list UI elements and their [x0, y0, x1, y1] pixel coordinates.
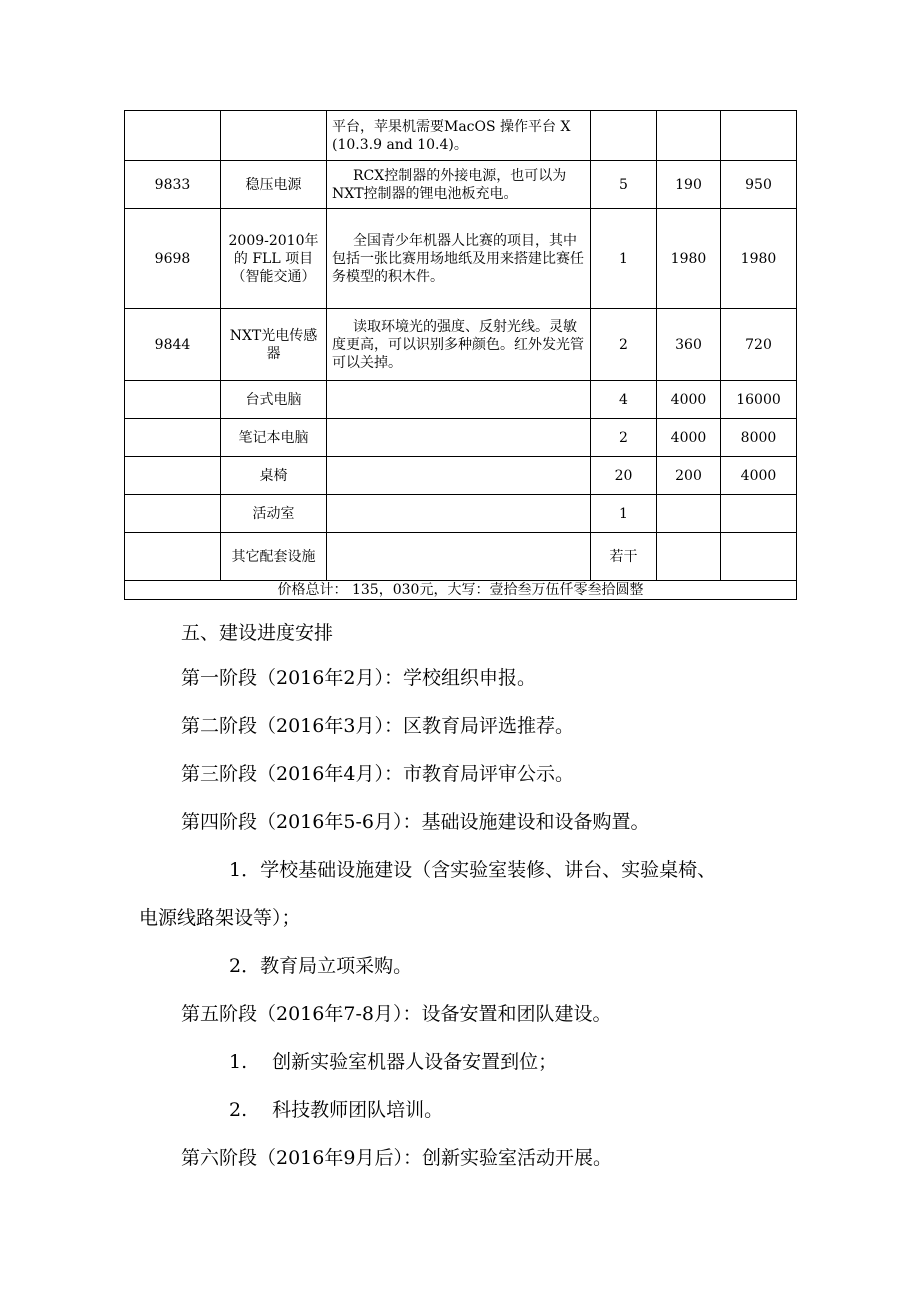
item-price-cell: [657, 457, 721, 495]
item-price-cell: [657, 533, 721, 581]
item-id-cell: [125, 495, 221, 533]
item-price-cell: [657, 309, 721, 381]
item-qty-text: 1: [619, 505, 628, 522]
item-total-cell: [721, 495, 797, 533]
item-qty-text: 1: [619, 250, 628, 267]
item-name-text: 其它配套设施: [231, 548, 316, 565]
item-total-text: 16000: [736, 391, 781, 408]
item-price-cell: [657, 495, 721, 533]
item-desc-cell: [327, 209, 591, 309]
item-qty-cell: [591, 111, 657, 161]
item-price-text: 190: [675, 176, 702, 193]
table-row: [125, 419, 797, 457]
item-price-text: 360: [675, 336, 702, 353]
item-id-cell: [125, 309, 221, 381]
item-total-cell: [721, 161, 797, 209]
item-desc-cell: [327, 309, 591, 381]
table-row: [125, 209, 797, 309]
item-total-cell: [721, 419, 797, 457]
item-id-cell: [125, 161, 221, 209]
item-total-cell: [721, 381, 797, 419]
item-qty-cell: [591, 161, 657, 209]
item-qty-cell: [591, 209, 657, 309]
item-id-cell: [125, 209, 221, 309]
item-id-text: 9698: [154, 250, 191, 267]
item-desc-text: 读取环境光的强度、反射光线。灵敏度更高，可以识别多种颜色。红外发光管可以关掉。: [332, 318, 584, 371]
schedule-paragraph: 1．学校基础设施建设（含实验室装修、讲台、实验桌椅、: [229, 859, 717, 881]
schedule-paragraph: 第三阶段（2016年4月）：市教育局评审公示。: [181, 763, 574, 785]
item-qty-cell: [591, 309, 657, 381]
item-name-cell: [221, 111, 327, 161]
table-row: [125, 381, 797, 419]
item-total-text: 8000: [740, 429, 777, 446]
schedule-paragraph: 电源线路架设等）；: [139, 907, 301, 929]
item-id-cell: [125, 419, 221, 457]
item-price-cell: [657, 419, 721, 457]
item-qty-cell: [591, 457, 657, 495]
item-price-cell: [657, 111, 721, 161]
item-qty-text: 若干: [609, 548, 638, 565]
item-price-cell: [657, 381, 721, 419]
item-name-text: 笔记本电脑: [238, 429, 309, 446]
table-row: [125, 533, 797, 581]
item-name-cell: [221, 533, 327, 581]
item-total-text: 4000: [740, 467, 777, 484]
schedule-paragraph: 第五阶段（2016年7-8月）：设备安置和团队建设。: [181, 1003, 612, 1025]
item-id-text: 9844: [154, 336, 191, 353]
item-name-cell: [221, 309, 327, 381]
schedule-paragraph: 第六阶段（2016年9月后）：创新实验室活动开展。: [181, 1147, 612, 1169]
schedule-paragraph: 第二阶段（2016年3月）：区教育局评选推荐。: [181, 715, 574, 737]
schedule-paragraph: 2. 科技教师团队培训。: [229, 1099, 444, 1121]
item-qty-cell: [591, 533, 657, 581]
item-id-cell: [125, 533, 221, 581]
item-name-text: 2009-2010年的 FLL 项目（智能交通）: [228, 232, 319, 285]
item-desc-cell: [327, 381, 591, 419]
item-name-cell: [221, 381, 327, 419]
item-desc-text: RCX控制器的外接电源，也可以为NXT控制器的锂电池板充电。: [332, 167, 567, 202]
item-name-cell: [221, 457, 327, 495]
item-desc-cell: [327, 161, 591, 209]
item-name-cell: [221, 209, 327, 309]
item-name-text: 稳压电源: [245, 176, 302, 193]
item-qty-text: 20: [614, 467, 633, 484]
item-qty-text: 2: [619, 429, 628, 446]
item-total-cell: [721, 111, 797, 161]
item-name-cell: [221, 495, 327, 533]
table-row: [125, 495, 797, 533]
item-qty-text: 4: [619, 391, 628, 408]
item-desc-text: 平台，苹果机需要MacOS 操作平台 X (10.3.9 and 10.4)。: [332, 118, 571, 153]
equipment-table-body: [125, 111, 797, 581]
item-price-text: 4000: [670, 391, 707, 408]
item-name-text: 桌椅: [259, 467, 288, 484]
item-qty-text: 5: [619, 176, 628, 193]
schedule-paragraph: 2．教育局立项采购。: [229, 955, 413, 977]
item-total-text: 1980: [740, 250, 777, 267]
item-name-cell: [221, 419, 327, 457]
item-total-cell: [721, 309, 797, 381]
item-qty-text: 2: [619, 336, 628, 353]
item-id-cell: [125, 111, 221, 161]
item-id-text: 9833: [154, 176, 191, 193]
item-desc-cell: [327, 419, 591, 457]
item-desc-cell: [327, 457, 591, 495]
item-name-cell: [221, 161, 327, 209]
table-row: [125, 161, 797, 209]
item-desc-cell: [327, 533, 591, 581]
item-total-text: 950: [745, 176, 772, 193]
item-name-text: 台式电脑: [245, 391, 302, 408]
item-desc-cell: [327, 495, 591, 533]
item-desc-text: 全国青少年机器人比赛的项目，其中包括一张比赛用场地纸及用来搭建比赛任务模型的积木件。: [332, 232, 584, 285]
item-qty-cell: [591, 495, 657, 533]
item-price-cell: [657, 209, 721, 309]
item-price-text: 1980: [670, 250, 707, 267]
schedule-paragraph: 第四阶段（2016年5-6月）：基础设施建设和设备购置。: [181, 811, 650, 833]
item-id-cell: [125, 381, 221, 419]
equipment-table: [124, 110, 797, 600]
table-row: [125, 111, 797, 161]
item-desc-cell: [327, 111, 591, 161]
item-qty-cell: [591, 419, 657, 457]
item-id-cell: [125, 457, 221, 495]
table-row: [125, 457, 797, 495]
total-row: [125, 581, 797, 600]
item-name-text: 活动室: [252, 505, 295, 522]
item-price-text: 200: [675, 467, 702, 484]
item-qty-cell: [591, 381, 657, 419]
item-total-cell: [721, 457, 797, 495]
item-price-cell: [657, 161, 721, 209]
table-row: [125, 309, 797, 381]
schedule-paragraph: 五、建设进度安排: [181, 622, 334, 644]
item-total-cell: [721, 533, 797, 581]
price-total: 价格总计： 135，030元，大写：壹拾叁万伍仟零叁拾圆整: [125, 581, 797, 600]
schedule-paragraph: 1. 创新实验室机器人设备安置到位；: [229, 1051, 558, 1073]
item-total-text: 720: [745, 336, 772, 353]
item-name-text: NXT光电传感器: [229, 327, 318, 362]
item-total-cell: [721, 209, 797, 309]
schedule-paragraph: 第一阶段（2016年2月）：学校组织申报。: [181, 667, 536, 689]
item-price-text: 4000: [670, 429, 707, 446]
